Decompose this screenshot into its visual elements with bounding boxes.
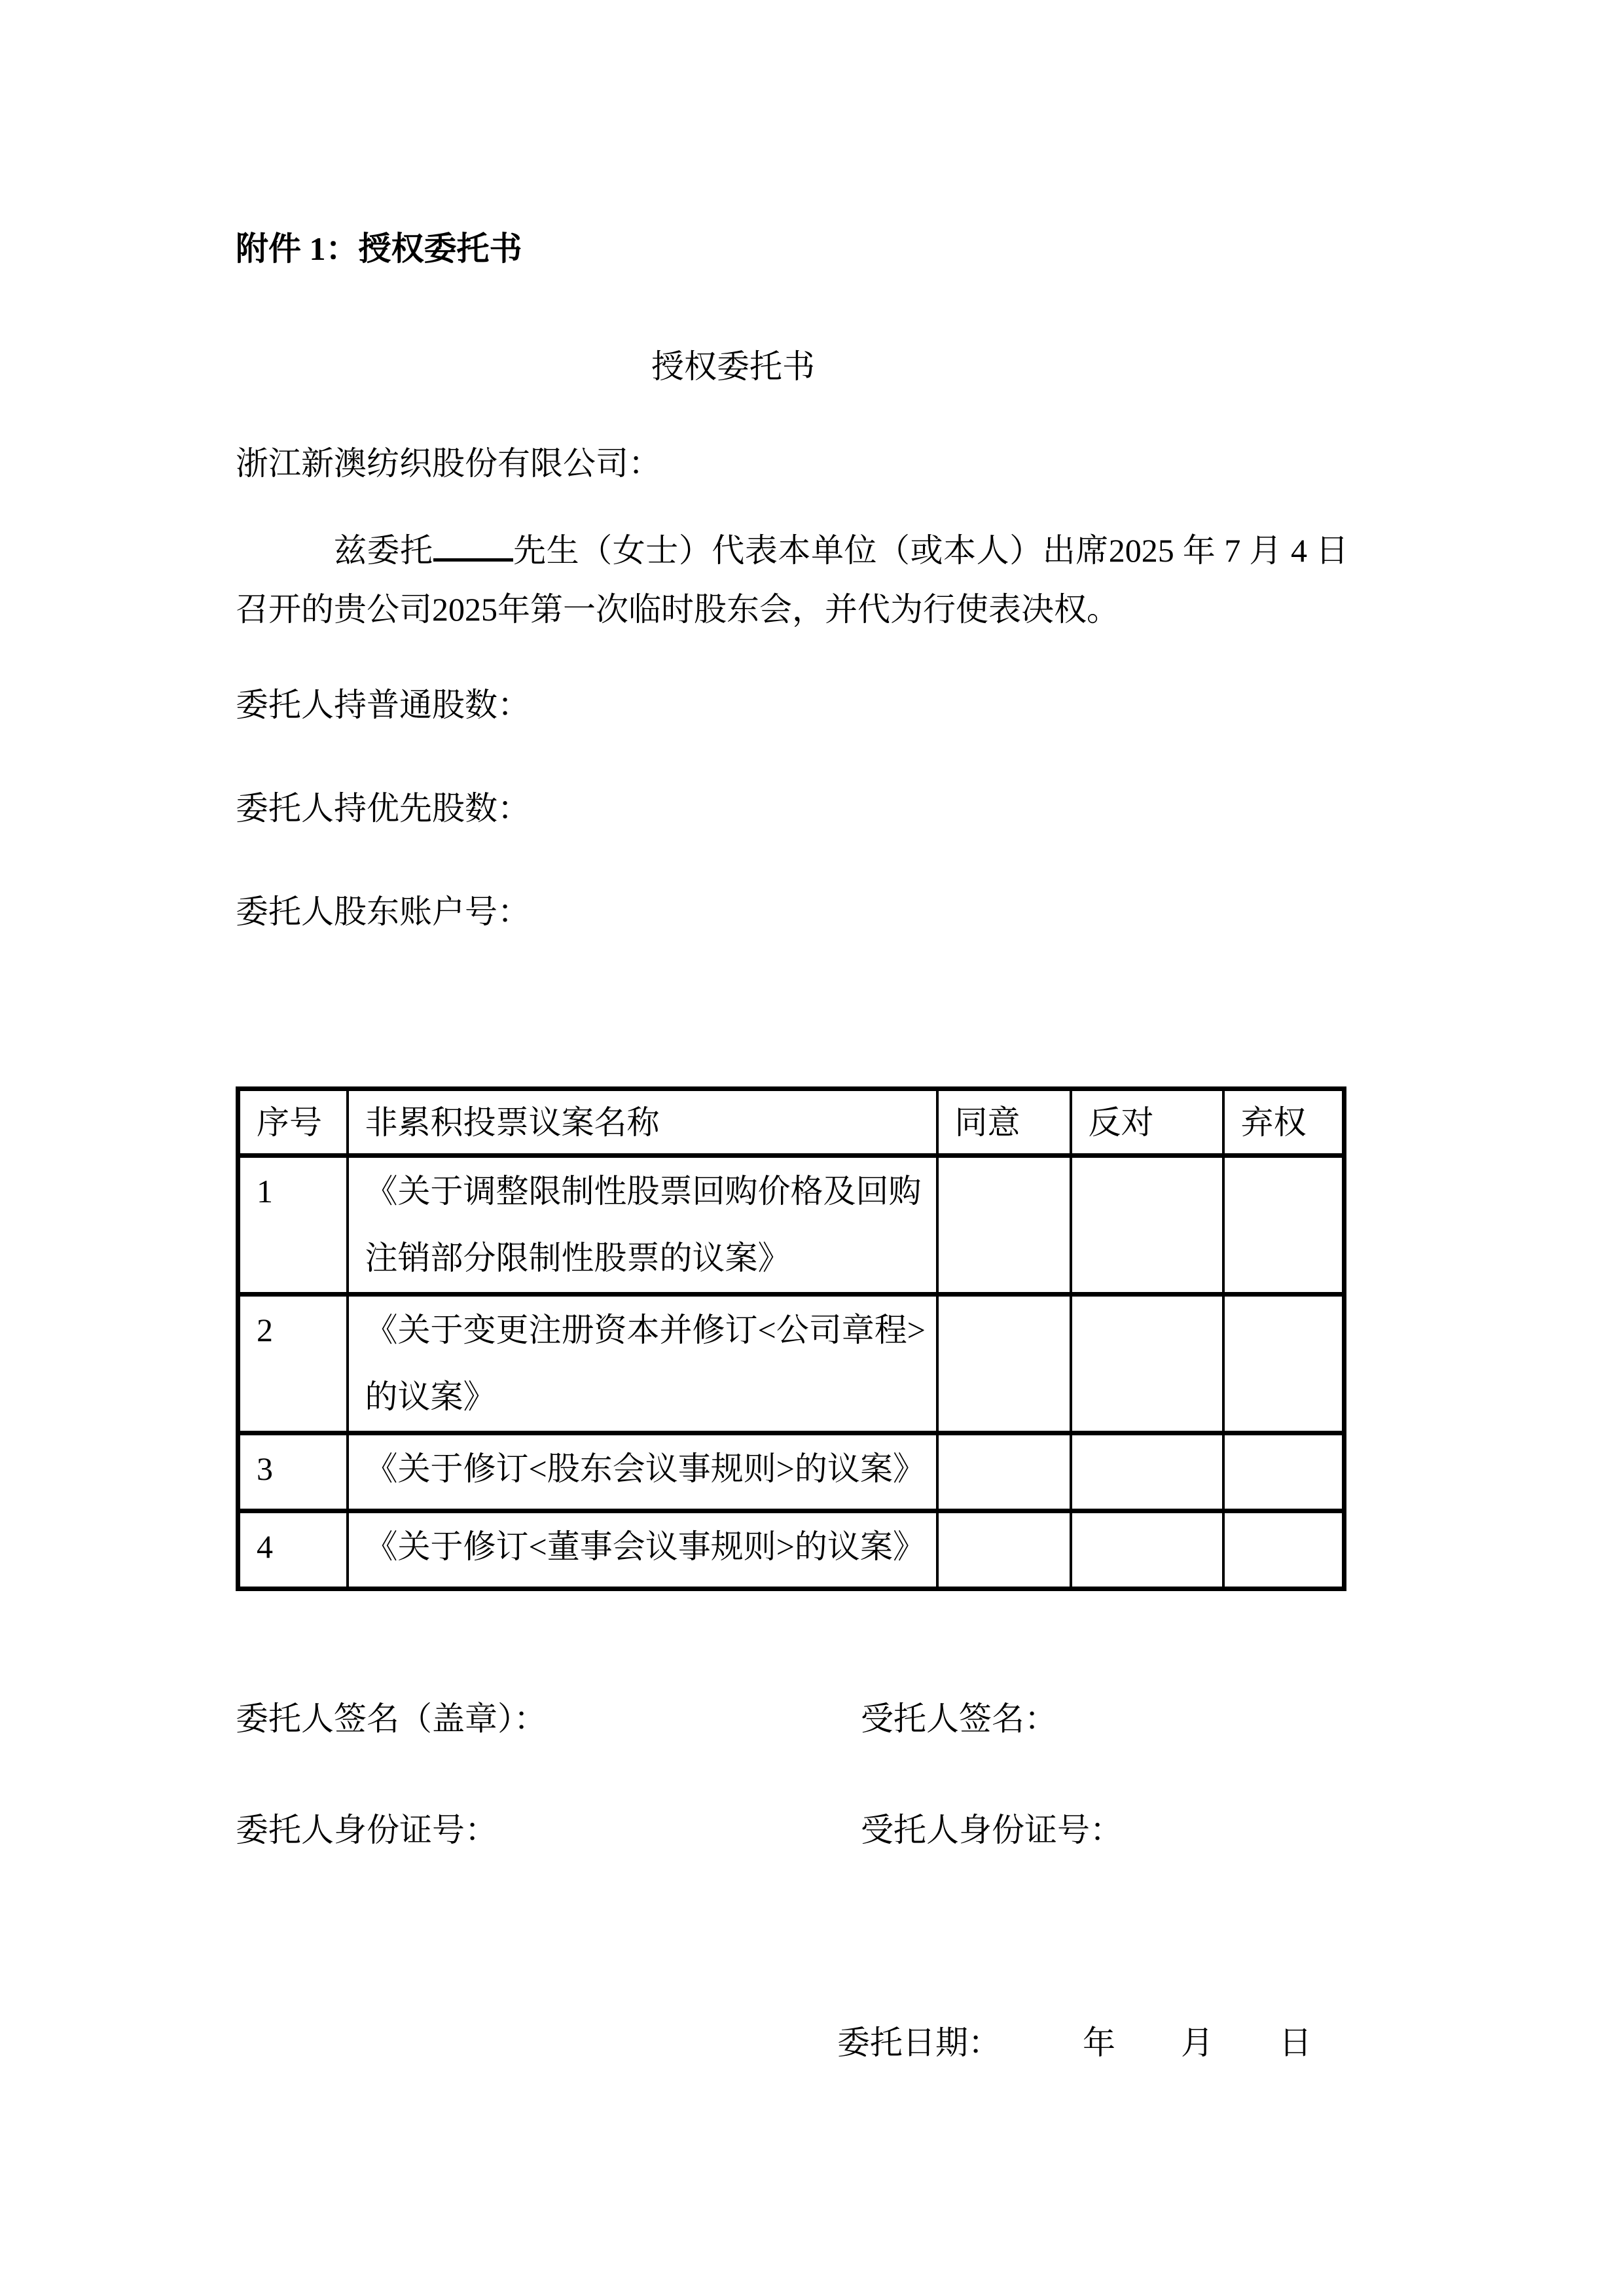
proxy-name-blank	[433, 524, 513, 562]
id-number-row	[236, 1814, 1348, 1846]
cell-seq-no: 1	[238, 1156, 348, 1295]
vote-cell-against	[1071, 1295, 1223, 1433]
field-shareholder-account: 委托人股东账户号：	[236, 893, 530, 930]
vote-cell-agree	[937, 1511, 1071, 1589]
signature-row	[236, 1702, 1348, 1735]
table-row	[238, 1156, 1344, 1295]
cell-proposal-name: 《关于修订<股东会议事规则>的议案》	[348, 1433, 937, 1511]
entrust-prefix: 兹委托	[334, 532, 433, 569]
cell-proposal-name: 《关于变更注册资本并修订<公司章程>的议案》	[348, 1295, 937, 1433]
cell-seq-no: 2	[238, 1295, 348, 1433]
table-row	[238, 1295, 1344, 1433]
principal-id-label: 委托人身份证号：	[236, 1812, 497, 1848]
agent-id-label: 受托人身份证号：	[861, 1812, 1123, 1848]
cell-seq-no: 4	[238, 1511, 348, 1589]
vote-cell-abstain	[1223, 1156, 1344, 1295]
entrust-suffix: 先生（女士）代表本单位（或本人）出席2025 年 7 月 4 日召开的贵公司2025年第一次临时股东会，并代为行使表决权。	[236, 532, 1349, 628]
vote-cell-agree	[937, 1156, 1071, 1295]
vote-cell-against	[1071, 1511, 1223, 1589]
entrust-paragraph	[236, 521, 1348, 639]
voting-table-header-row	[238, 1089, 1344, 1156]
vote-cell-abstain	[1223, 1295, 1344, 1433]
agent-signature-label: 受托人签名：	[861, 1700, 1057, 1737]
attachment-heading: 附件 1：授权委托书	[236, 230, 522, 267]
vote-cell-agree	[937, 1433, 1071, 1511]
field-common-shares: 委托人持普通股数：	[236, 687, 530, 723]
document-title: 授权委托书	[651, 348, 815, 385]
cell-seq-no: 3	[238, 1433, 348, 1511]
vote-cell-against	[1071, 1433, 1223, 1511]
cell-proposal-name: 《关于调整限制性股票回购价格及回购注销部分限制性股票的议案》	[348, 1156, 937, 1295]
entrust-date-line: 委托日期： 年 月 日	[837, 2024, 1312, 2061]
table-row	[238, 1433, 1344, 1511]
header-against: 反对	[1071, 1089, 1223, 1156]
vote-cell-abstain	[1223, 1511, 1344, 1589]
voting-table	[236, 1086, 1346, 1591]
vote-cell-against	[1071, 1156, 1223, 1295]
header-proposal-name: 非累积投票议案名称	[348, 1089, 937, 1156]
header-abstain: 弃权	[1223, 1089, 1344, 1156]
vote-cell-agree	[937, 1295, 1071, 1433]
table-row	[238, 1511, 1344, 1589]
vote-cell-abstain	[1223, 1433, 1344, 1511]
header-agree: 同意	[937, 1089, 1071, 1156]
header-seq-no: 序号	[238, 1089, 348, 1156]
cell-proposal-name: 《关于修订<董事会议事规则>的议案》	[348, 1511, 937, 1589]
principal-signature-label: 委托人签名（盖章）：	[236, 1700, 547, 1737]
field-preferred-shares: 委托人持优先股数：	[236, 790, 530, 827]
salutation-company-line: 浙江新澳纺织股份有限公司：	[236, 445, 661, 482]
